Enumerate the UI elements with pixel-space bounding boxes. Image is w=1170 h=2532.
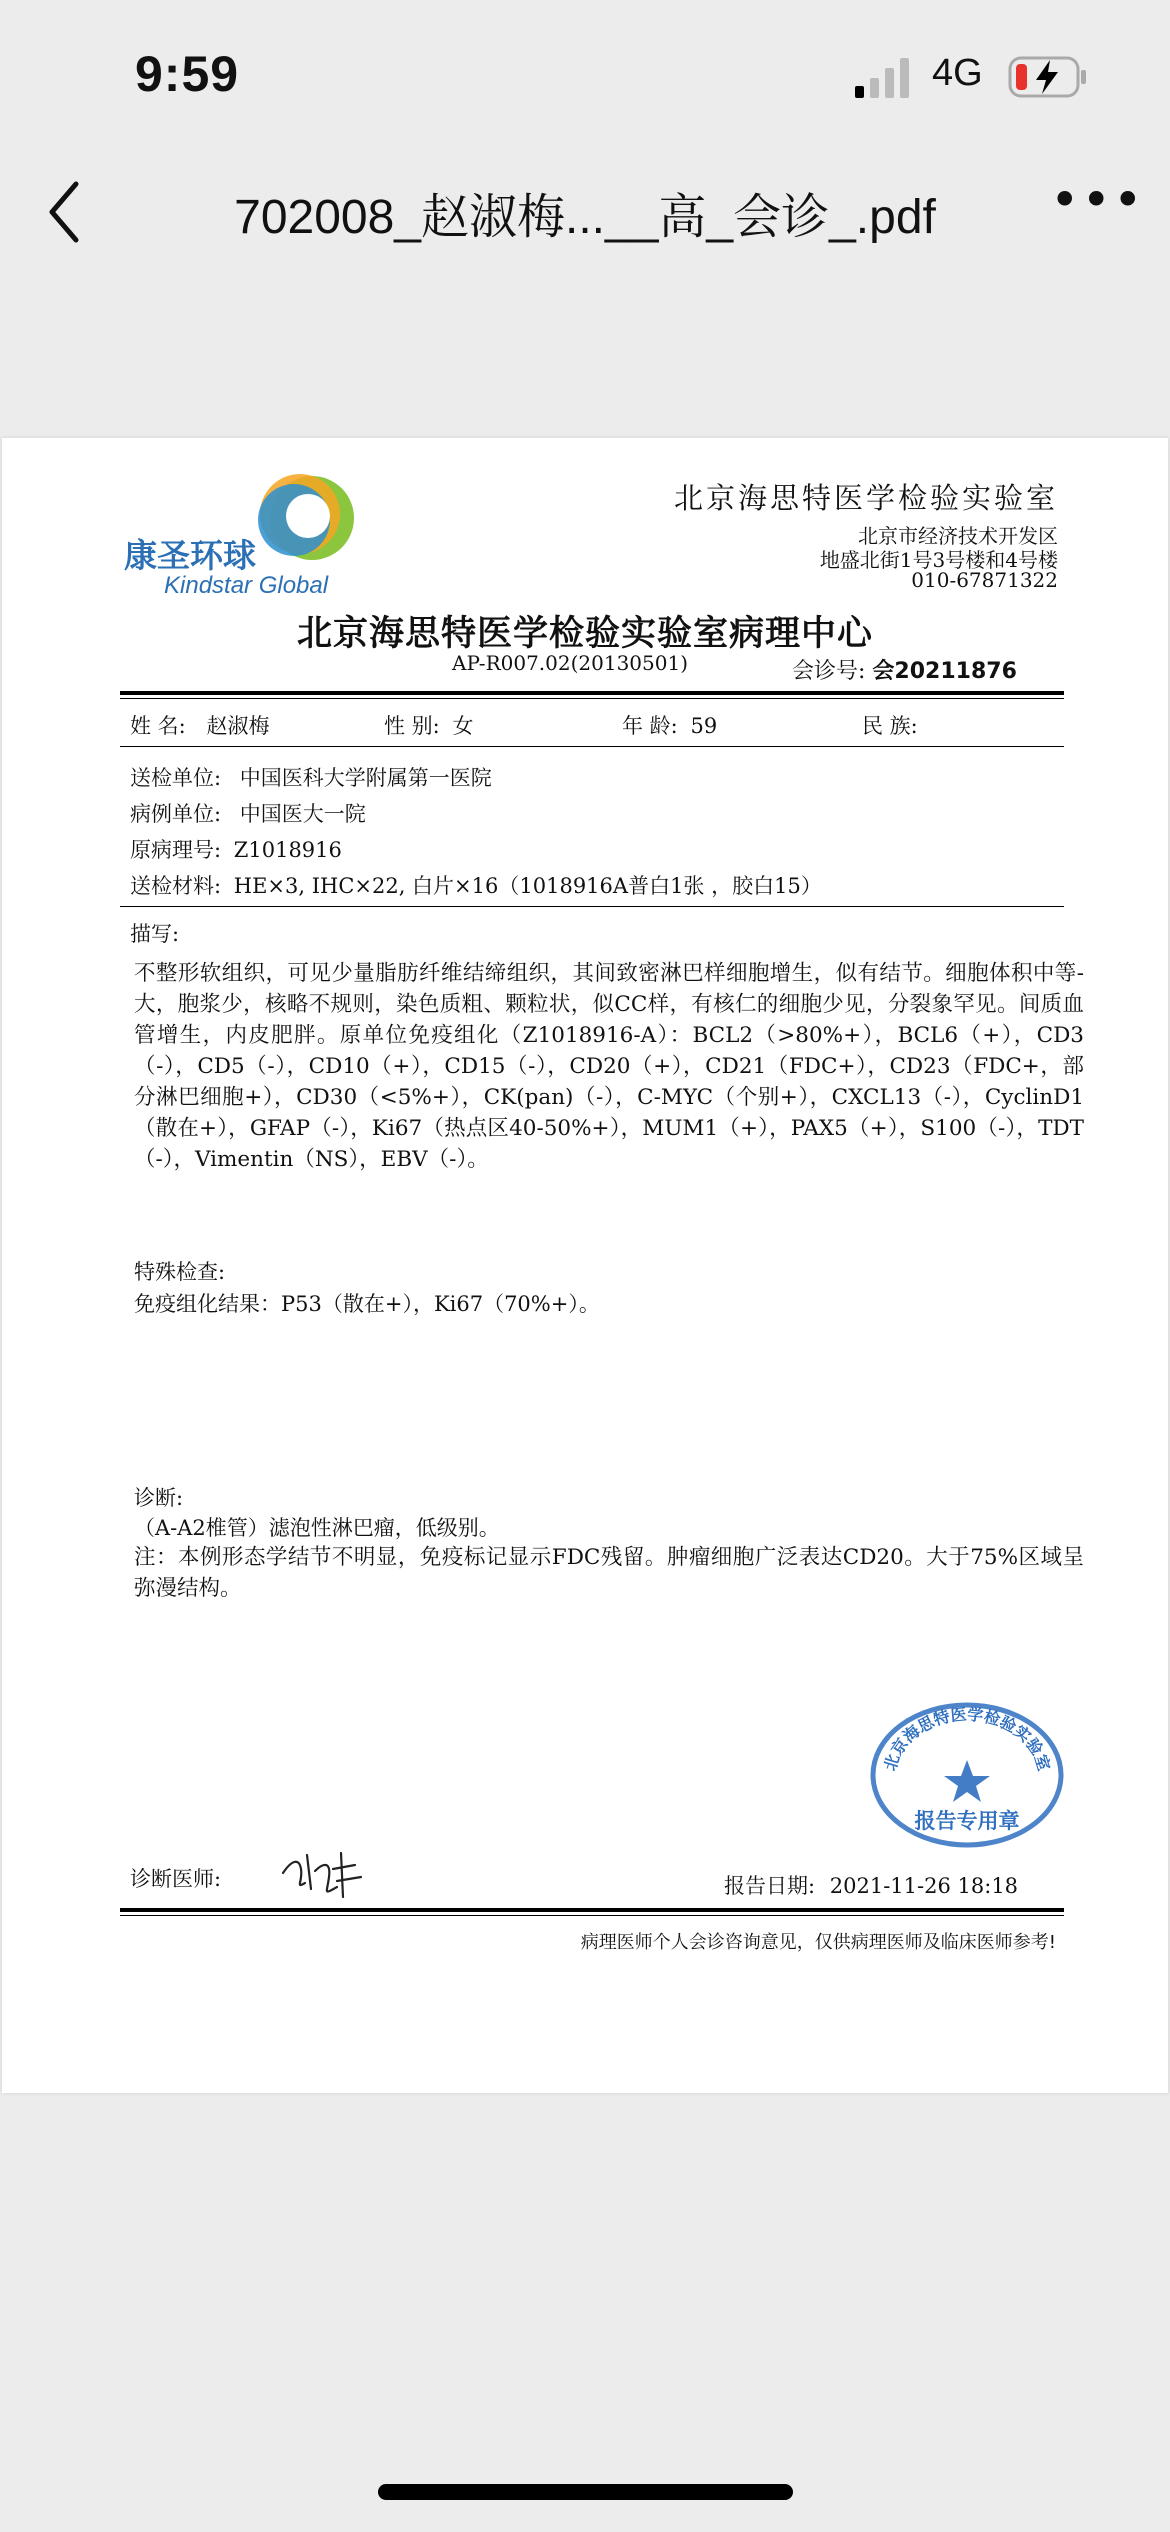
report-date: 报告日期: 2021-11-26 18:18 — [724, 1874, 1019, 1898]
description-label: 描写: — [130, 922, 180, 946]
footnote: 病理医师个人会诊咨询意见，仅供病理医师及临床医师参考! — [580, 1932, 1056, 1953]
submit-unit: 送检单位: 中国医科大学附属第一医院 — [130, 766, 492, 790]
battery-charging-icon — [1008, 54, 1088, 100]
pdf-page — [2, 438, 1168, 2093]
form-code: AP-R007.02(20130501) — [452, 651, 689, 675]
special-exam-result: 免疫组化结果：P53（散在+），Ki67（70%+）。 — [134, 1292, 600, 1316]
lab-phone: 010-67871322 — [911, 568, 1058, 592]
lab-address-line-2: 地盛北街1号3号楼和4号楼 — [819, 548, 1058, 572]
diagnosis-note: 注：本例形态学结节不明显，免疫标记显示FDC残留。肿瘤细胞广泛表达CD20。大于75%区域呈弥漫结构。 — [134, 1545, 1084, 1601]
submitted-material: 送检材料: HE×3, IHC×22, 白片×16（1018916A普白1张 ，胶白15） — [130, 874, 822, 898]
back-chevron-icon[interactable] — [40, 172, 90, 252]
patient-sex: 性 别: 女 — [384, 714, 474, 738]
lab-address-line-1: 北京市经济技术开发区 — [858, 524, 1058, 548]
diagnosis-label: 诊断: — [134, 1486, 184, 1510]
divider-footer-thick — [120, 1908, 1064, 1912]
status-time: 9:59 — [135, 46, 240, 102]
network-type: 4G — [932, 52, 983, 94]
divider-thin — [120, 698, 1064, 699]
doctor-signature — [277, 1843, 377, 1903]
consult-number — [792, 654, 1017, 685]
nav-bar — [0, 160, 1170, 260]
stamp-org: 北京海思特医学检验实验室 — [880, 1704, 1054, 1773]
logo-chinese-name: 康圣环球 — [124, 536, 256, 575]
diagnosis-text: （A-A2椎管）滤泡性淋巴瘤，低级别。 — [134, 1516, 500, 1540]
stamp-text: 报告专用章 — [914, 1809, 1020, 1833]
consult-label: 会诊号: — [792, 659, 866, 684]
divider-footer-thin — [120, 1915, 1064, 1916]
patient-ethnicity: 民 族: — [862, 714, 918, 738]
description-text: 不整形软组织，可见少量脂肪纤维结缔组织，其间致密淋巴样细胞增生，似有结节。细胞体积中等-大，胞浆少，核略不规则，染色质粗、颗粒状，似CC样，有核仁的细胞少见，分裂象罕见。间质血管增生，内皮肥胖。原单位免疫组化（Z1018916-A）：BCL2（>80%+），BCL6（+），CD3（-），CD5（-），CD10（+），CD15（-），CD20（+），CD21（FDC+），CD23（FDC+，部分淋巴细胞+），CD30（<5%+），CK(pan)（-），C-MYC（个别+），CXCL13（-），CyclinD1（散在+），GFAP（-），Ki67（热点区40-50%+），MUM1（+），PAX5（+），S100（-），TDT（-），Vimentin（NS），EBV（-）。 — [134, 961, 1084, 1172]
doctor-label: 诊断医师: — [130, 1867, 222, 1891]
patient-name: 姓 名: 赵淑梅 — [130, 714, 270, 738]
report-title: 北京海思特医学检验实验室病理中心 — [296, 614, 873, 654]
status-bar — [0, 0, 1170, 150]
home-indicator[interactable] — [378, 2484, 793, 2500]
cellular-signal-icon — [855, 58, 915, 98]
divider-info — [120, 906, 1064, 907]
more-options-icon[interactable]: ••• — [1050, 171, 1145, 229]
logo-english-name: Kindstar Global — [164, 572, 329, 599]
divider-patient — [120, 746, 1064, 747]
original-pathology-number: 原病理号: Z1018916 — [130, 838, 342, 862]
document-title: 702008_赵淑梅...__高_会诊_.pdf — [234, 191, 936, 244]
consult-value: 会20211876 — [872, 659, 1017, 684]
patient-age: 年 龄: 59 — [622, 714, 718, 738]
lab-name: 北京海思特医学检验实验室 — [673, 481, 1058, 515]
stamp-star-icon — [944, 1760, 990, 1802]
special-exam-label: 特殊检查: — [134, 1260, 226, 1284]
official-stamp — [867, 1700, 1067, 1850]
case-unit: 病例单位: 中国医大一院 — [130, 802, 366, 826]
divider-thick — [120, 691, 1064, 695]
